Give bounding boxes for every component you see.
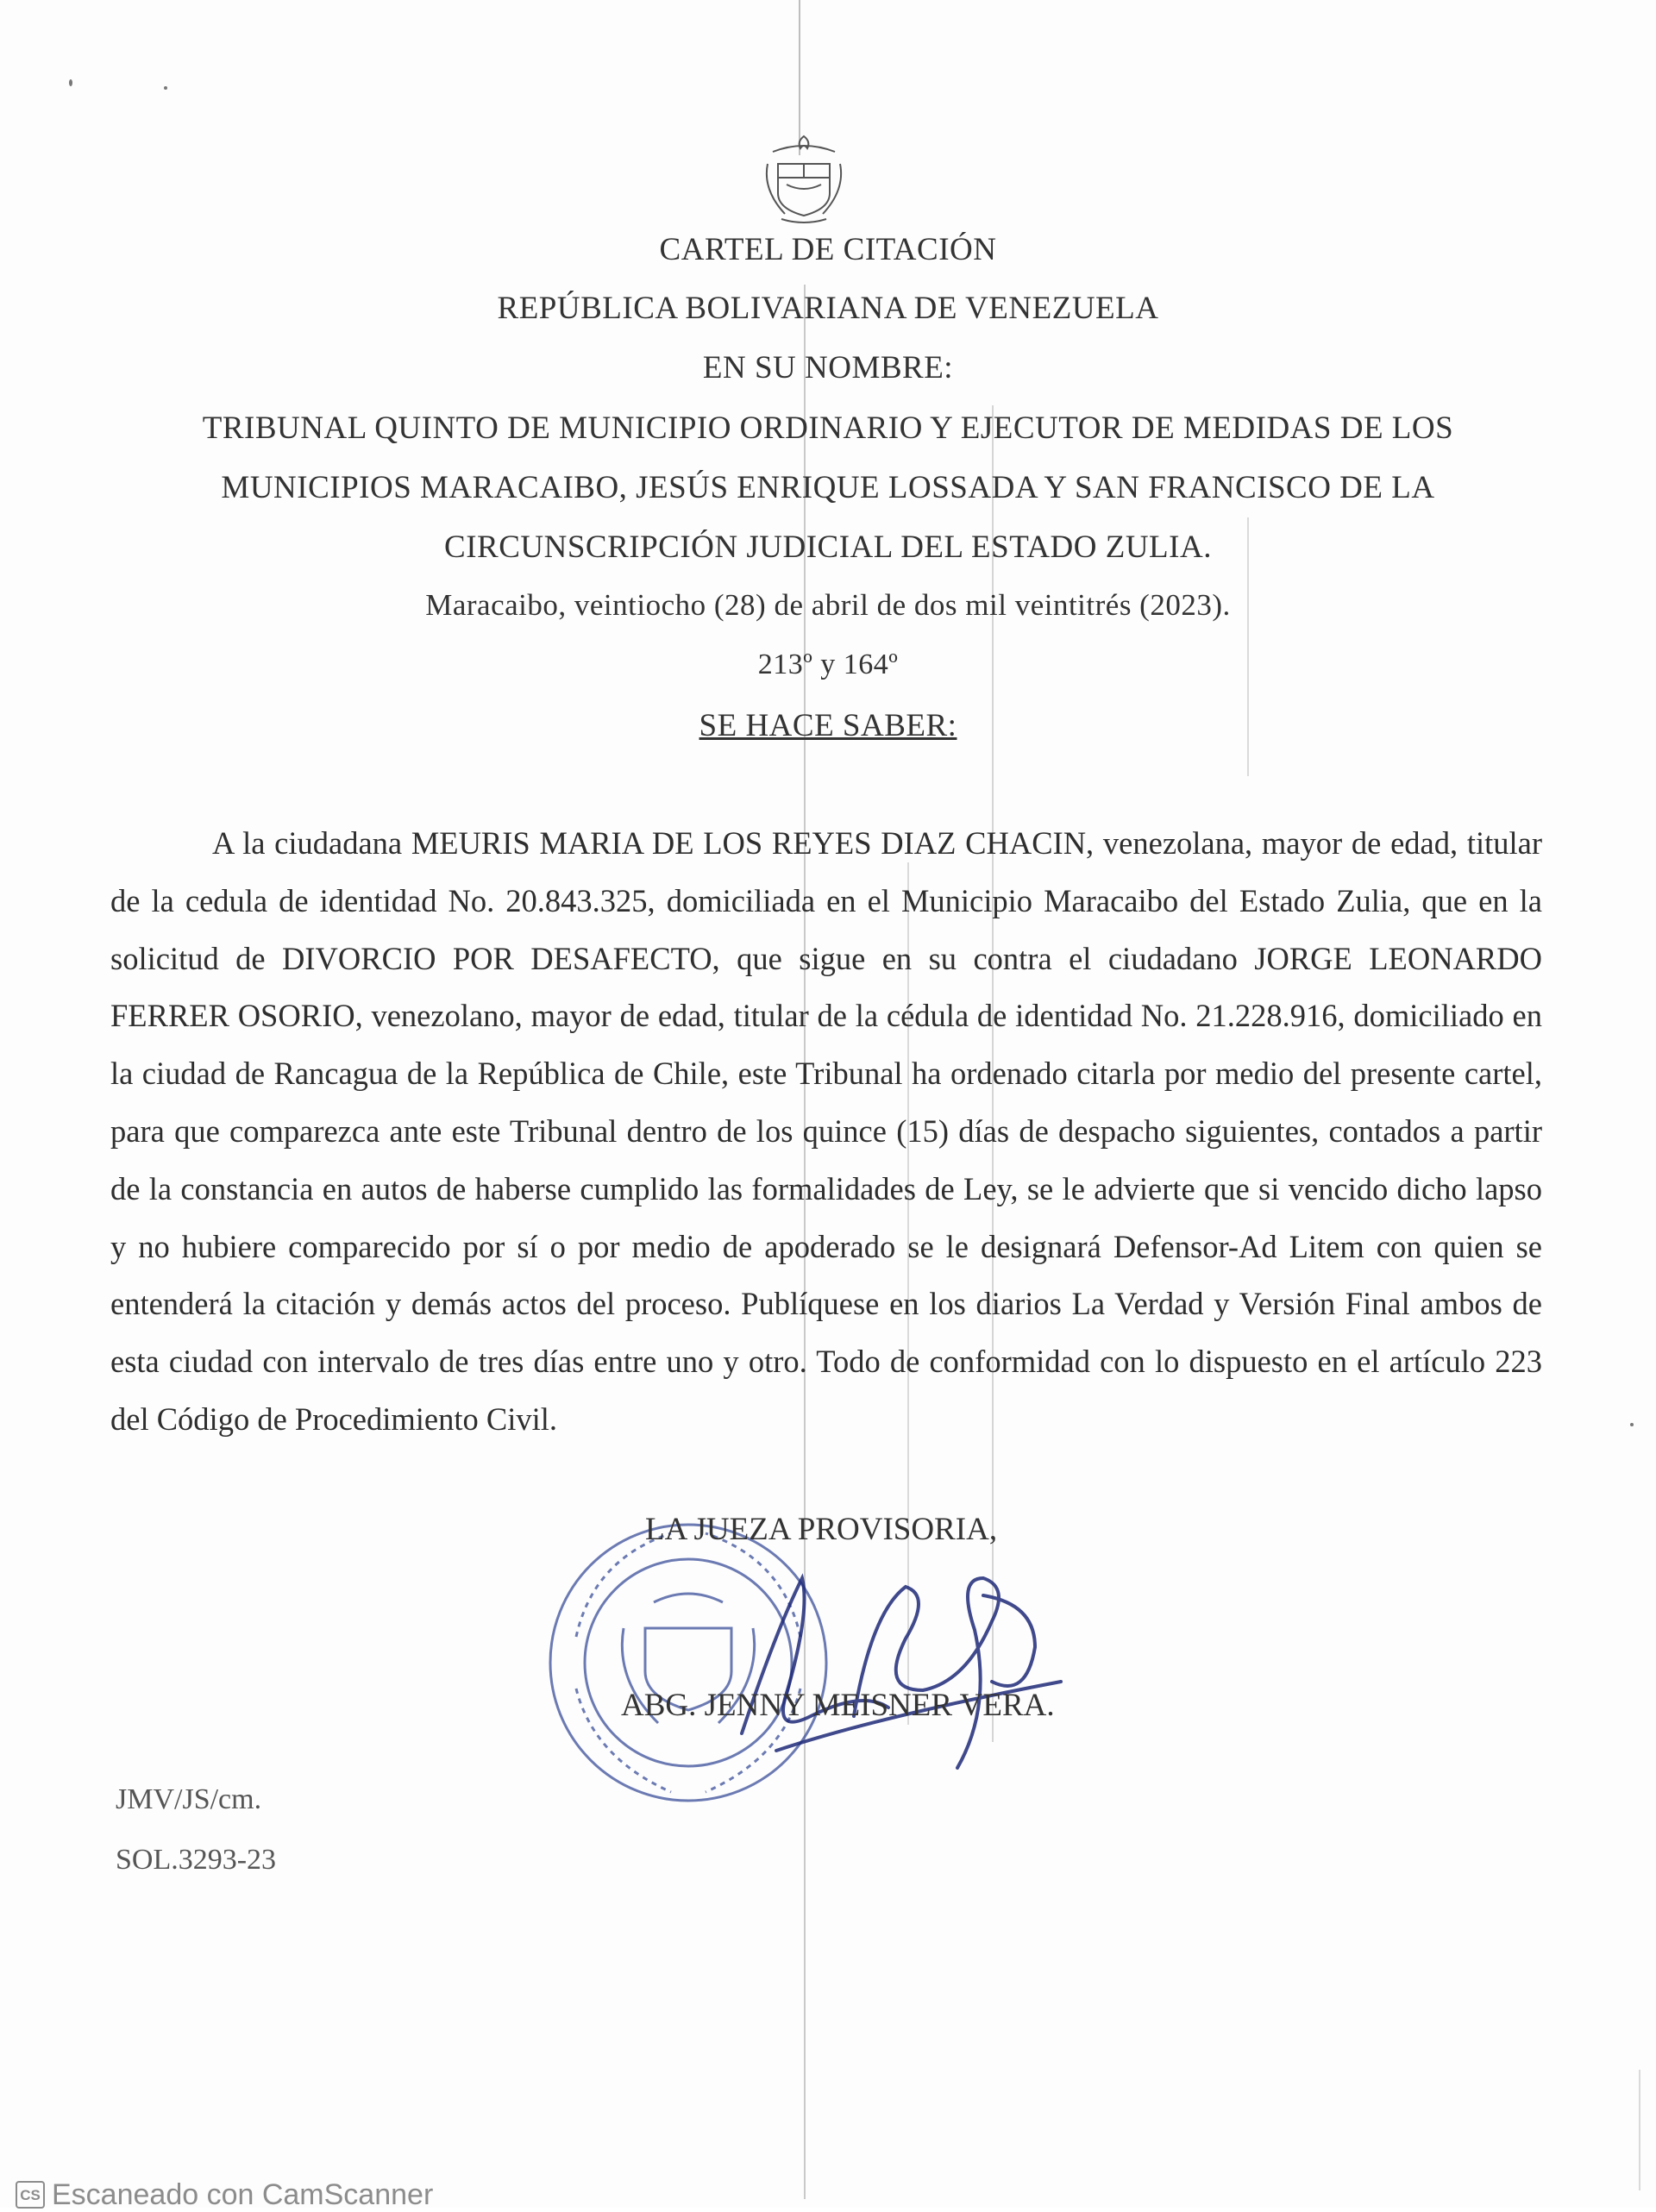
judge-title: LA JUEZA PROVISORIA,: [645, 1512, 998, 1547]
scan-artifact-line: [1639, 2070, 1640, 2190]
tribunal-line-2: MUNICIPIOS MARACAIBO, JESÚS ENRIQUE LOSSADA Y SAN FRANCISCO DE LA: [221, 470, 1435, 505]
scan-speck: [164, 86, 167, 90]
reference-initials: JMV/JS/cm.: [116, 1783, 262, 1815]
camscanner-text: Escaneado con CamScanner: [52, 2178, 434, 2211]
reference-number: SOL.3293-23: [116, 1844, 277, 1876]
handwritten-signature: [724, 1544, 1087, 1820]
scan-speck: [69, 79, 72, 86]
scan-speck: [1630, 1423, 1634, 1426]
citation-body-paragraph: A la ciudadana MEURIS MARIA DE LOS REYES DIAZ CHACIN, venezolana, mayor de edad, titular de la cedula de identidad No. 20.843.325, domiciliada en el Municipio Maracaibo del Estado Zulia, que en la solicitud de DIVORCIO POR DESAFECTO, que sigue en su contra el ciudadano JORGE LEONARDO FERRER OSORIO, venezolano, mayor de edad, titular de la cédula de identidad No. 21.228.916, domiciliado en la ciudad de Rancagua de la República de Chile, este Tribunal ha ordenado citarla por medio del presente cartel, para que comparezca ante este Tribunal dentro de los quince (15) días de despacho siguientes, contados a partir de la constancia en autos de haberse cumplido las formalidades de Ley, se le advierte que si vencido dicho lapso y no hubiere comparecido por sí o por medio de apoderado se le designará Defensor-Ad Litem con quien se entenderá la citación y demás actos del proceso. Publíquese en los diarios La Verdad y Versión Final ambos de esta ciudad con intervalo de tres días entre uno y otro. Todo de conformidad con lo dispuesto en el artículo 223 del Código de Procedimiento Civil.: [110, 825, 1542, 1437]
se-hace-saber: SE HACE SABER:: [699, 708, 957, 743]
date-line: Maracaibo, veintiocho (28) de abril de dos mil veintitrés (2023).: [425, 588, 1231, 622]
venezuela-coat-of-arms-icon: [752, 129, 856, 229]
judge-name: ABG. JENNY MEISNER VERA.: [621, 1688, 1055, 1723]
en-su-nombre: EN SU NOMBRE:: [702, 350, 954, 385]
tribunal-line-3: CIRCUNSCRIPCIÓN JUDICIAL DEL ESTADO ZULIA.: [444, 530, 1212, 565]
years-line: 213º y 164º: [757, 649, 899, 680]
republic-heading: REPÚBLICA BOLIVARIANA DE VENEZUELA: [497, 291, 1159, 326]
camscanner-watermark: [16, 2178, 434, 2211]
document-title: CARTEL DE CITACIÓN: [659, 232, 997, 267]
camscanner-logo-icon: CS: [16, 2181, 45, 2209]
tribunal-line-1: TRIBUNAL QUINTO DE MUNICIPIO ORDINARIO Y EJECUTOR DE MEDIDAS DE LOS: [202, 410, 1454, 446]
